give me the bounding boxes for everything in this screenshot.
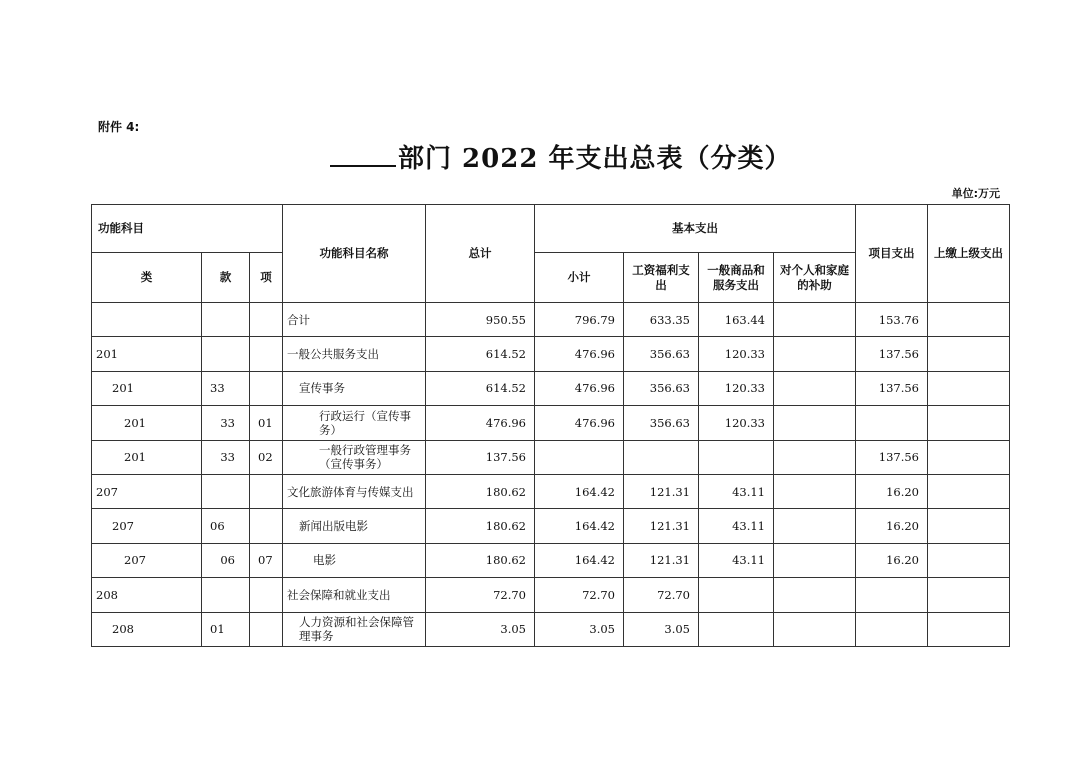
cell-name: 一般行政管理事务（宣传事务） — [283, 440, 426, 474]
cell-lei: 201 — [92, 371, 202, 405]
cell-lei: 207 — [92, 509, 202, 543]
table-row — [92, 371, 1010, 405]
header-subsidy: 对个人和家庭的补助 — [774, 253, 856, 303]
cell-subtotal: 476.96 — [535, 371, 624, 405]
table-row — [92, 543, 1010, 577]
cell-wages: 356.63 — [624, 371, 699, 405]
cell-name: 人力资源和社会保障管理事务 — [283, 612, 426, 646]
cell-goods: 43.11 — [699, 509, 774, 543]
cell-xiang — [250, 303, 283, 337]
cell-kuan: 33 — [202, 371, 250, 405]
cell-subtotal — [535, 440, 624, 474]
cell-upper — [928, 406, 1010, 440]
header-lei: 类 — [92, 253, 202, 303]
cell-name: 新闻出版电影 — [283, 509, 426, 543]
cell-lei: 207 — [92, 474, 202, 508]
attachment-label: 附件 4: — [98, 120, 140, 134]
unit-label: 单位:万元 — [951, 187, 1000, 200]
header-kuan: 款 — [202, 253, 250, 303]
cell-name: 宣传事务 — [283, 371, 426, 405]
cell-subtotal: 164.42 — [535, 474, 624, 508]
cell-kuan: 33 — [202, 406, 250, 440]
cell-total: 180.62 — [426, 543, 535, 577]
table-row — [92, 509, 1010, 543]
cell-upper — [928, 303, 1010, 337]
cell-upper — [928, 543, 1010, 577]
cell-wages: 356.63 — [624, 406, 699, 440]
cell-wages: 3.05 — [624, 612, 699, 646]
header-func-subject: 功能科目 — [92, 205, 283, 253]
cell-kuan: 06 — [202, 509, 250, 543]
cell-project: 16.20 — [856, 543, 928, 577]
cell-upper — [928, 509, 1010, 543]
cell-kuan — [202, 303, 250, 337]
cell-xiang — [250, 474, 283, 508]
cell-wages: 121.31 — [624, 509, 699, 543]
cell-name: 一般公共服务支出 — [283, 337, 426, 371]
cell-wages: 72.70 — [624, 578, 699, 612]
cell-subsidy — [774, 543, 856, 577]
cell-lei: 201 — [92, 440, 202, 474]
cell-project — [856, 578, 928, 612]
table-row — [92, 440, 1010, 474]
header-upper: 上缴上级支出 — [928, 205, 1010, 303]
table-row — [92, 303, 1010, 337]
cell-subsidy — [774, 578, 856, 612]
cell-goods: 43.11 — [699, 474, 774, 508]
cell-project — [856, 406, 928, 440]
cell-goods: 43.11 — [699, 543, 774, 577]
cell-kuan: 01 — [202, 612, 250, 646]
title-text: 部门 2022 年支出总表（分类） — [398, 144, 792, 174]
cell-total: 614.52 — [426, 371, 535, 405]
cell-lei: 201 — [92, 337, 202, 371]
cell-subtotal: 164.42 — [535, 543, 624, 577]
header-basic: 基本支出 — [535, 205, 856, 253]
cell-subsidy — [774, 303, 856, 337]
header-subtotal: 小计 — [535, 253, 624, 303]
cell-total: 476.96 — [426, 406, 535, 440]
cell-project: 16.20 — [856, 509, 928, 543]
cell-subtotal: 72.70 — [535, 578, 624, 612]
expenditure-table — [91, 204, 1010, 647]
header-goods: 一般商品和服务支出 — [699, 253, 774, 303]
cell-subsidy — [774, 406, 856, 440]
cell-name: 文化旅游体育与传媒支出 — [283, 474, 426, 508]
cell-subtotal: 476.96 — [535, 337, 624, 371]
cell-kuan — [202, 578, 250, 612]
cell-xiang — [250, 337, 283, 371]
cell-lei: 208 — [92, 578, 202, 612]
cell-name: 行政运行（宣传事务） — [283, 406, 426, 440]
cell-xiang: 02 — [250, 440, 283, 474]
cell-subsidy — [774, 509, 856, 543]
cell-lei: 208 — [92, 612, 202, 646]
cell-upper — [928, 474, 1010, 508]
cell-kuan: 33 — [202, 440, 250, 474]
cell-upper — [928, 337, 1010, 371]
cell-xiang: 07 — [250, 543, 283, 577]
cell-goods: 120.33 — [699, 371, 774, 405]
cell-goods: 120.33 — [699, 406, 774, 440]
cell-project — [856, 612, 928, 646]
cell-total: 614.52 — [426, 337, 535, 371]
cell-subsidy — [774, 371, 856, 405]
cell-wages: 121.31 — [624, 474, 699, 508]
cell-goods: 120.33 — [699, 337, 774, 371]
table-body — [92, 303, 1010, 647]
cell-total: 180.62 — [426, 509, 535, 543]
cell-goods: 163.44 — [699, 303, 774, 337]
cell-xiang — [250, 509, 283, 543]
header-project: 项目支出 — [856, 205, 928, 303]
cell-wages — [624, 440, 699, 474]
cell-subsidy — [774, 337, 856, 371]
cell-lei: 207 — [92, 543, 202, 577]
title-blank-line — [330, 143, 396, 167]
cell-goods — [699, 440, 774, 474]
cell-project: 137.56 — [856, 337, 928, 371]
cell-goods — [699, 578, 774, 612]
cell-subsidy — [774, 440, 856, 474]
cell-goods — [699, 612, 774, 646]
header-total: 总计 — [426, 205, 535, 303]
cell-name: 合计 — [283, 303, 426, 337]
table-row — [92, 337, 1010, 371]
cell-upper — [928, 578, 1010, 612]
table-row — [92, 406, 1010, 440]
cell-kuan: 06 — [202, 543, 250, 577]
cell-kuan — [202, 337, 250, 371]
cell-total: 180.62 — [426, 474, 535, 508]
cell-xiang — [250, 612, 283, 646]
cell-total: 950.55 — [426, 303, 535, 337]
cell-total: 3.05 — [426, 612, 535, 646]
cell-subtotal: 3.05 — [535, 612, 624, 646]
table-row — [92, 474, 1010, 508]
cell-upper — [928, 371, 1010, 405]
cell-upper — [928, 440, 1010, 474]
cell-subtotal: 476.96 — [535, 406, 624, 440]
cell-lei: 201 — [92, 406, 202, 440]
page-title — [330, 138, 791, 175]
table-row — [92, 612, 1010, 646]
cell-wages: 633.35 — [624, 303, 699, 337]
cell-project: 16.20 — [856, 474, 928, 508]
cell-subtotal: 164.42 — [535, 509, 624, 543]
cell-name: 社会保障和就业支出 — [283, 578, 426, 612]
cell-total: 72.70 — [426, 578, 535, 612]
cell-total: 137.56 — [426, 440, 535, 474]
cell-xiang — [250, 371, 283, 405]
cell-kuan — [202, 474, 250, 508]
header-func-name: 功能科目名称 — [283, 205, 426, 303]
header-wages: 工资福利支出 — [624, 253, 699, 303]
cell-xiang — [250, 578, 283, 612]
cell-subsidy — [774, 474, 856, 508]
cell-wages: 356.63 — [624, 337, 699, 371]
cell-lei — [92, 303, 202, 337]
cell-upper — [928, 612, 1010, 646]
header-xiang: 项 — [250, 253, 283, 303]
cell-project: 137.56 — [856, 440, 928, 474]
cell-name: 电影 — [283, 543, 426, 577]
cell-subsidy — [774, 612, 856, 646]
cell-project: 153.76 — [856, 303, 928, 337]
cell-wages: 121.31 — [624, 543, 699, 577]
cell-subtotal: 796.79 — [535, 303, 624, 337]
cell-xiang: 01 — [250, 406, 283, 440]
cell-project: 137.56 — [856, 371, 928, 405]
table-row — [92, 578, 1010, 612]
